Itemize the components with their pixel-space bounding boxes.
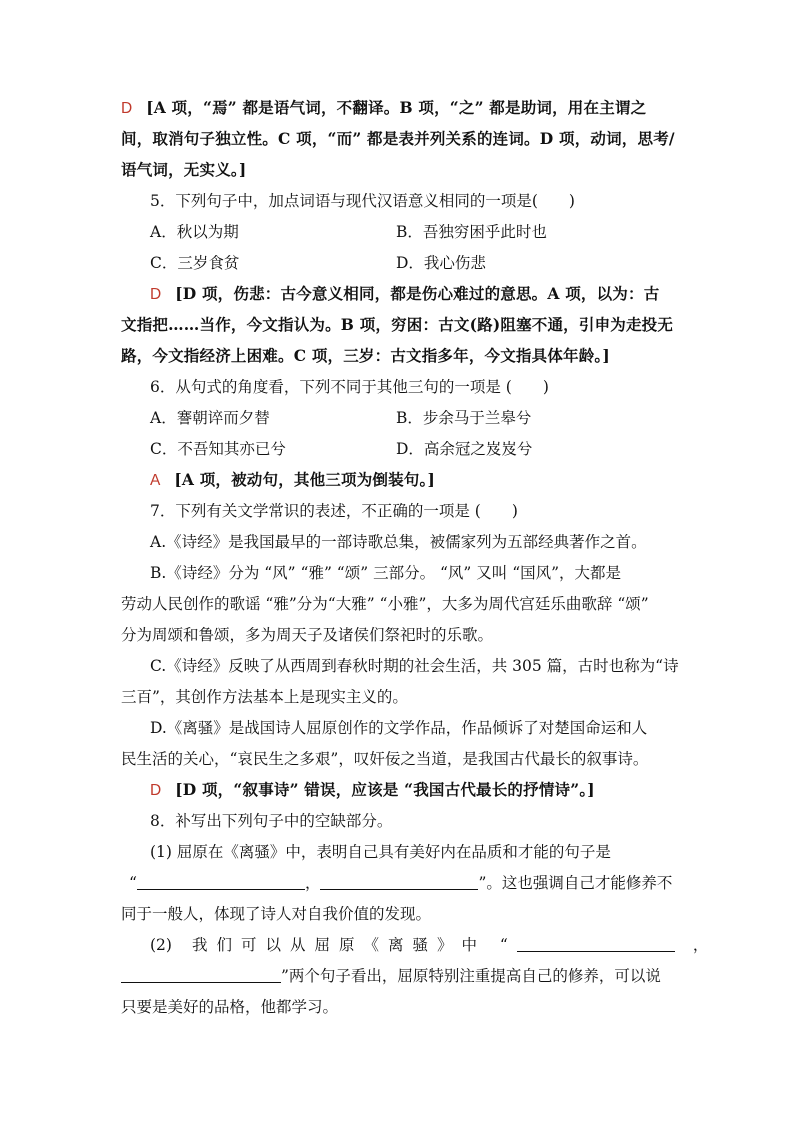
explanation-text: [D 项，伤悲：古今意义相同，都是伤心难过的意思。A 项，以为：古 <box>175 284 660 303</box>
explanation-text: 语气词，无实义。] <box>121 160 247 179</box>
sub-question-2: 只要是美好的品格，他都学习。 <box>121 998 339 1016</box>
explanation-text: [A 项，被动句，其他三项为倒装句。] <box>174 470 435 489</box>
option-d: D．我心伤悲 <box>396 254 486 272</box>
answer-letter: D <box>150 286 162 303</box>
answer-explanation-line <box>150 780 673 801</box>
statement-line: B.《诗经》分为 “风” “雅” “颂” 三部分。 “风” 又叫 “国风”，大都是 <box>150 564 622 582</box>
options-row <box>150 439 673 459</box>
statement-line: A.《诗经》是我国最早的一部诗歌总集，被儒家列为五部经典著作之首。 <box>150 533 647 551</box>
answer-explanation-line <box>150 470 673 491</box>
answer-letter: D <box>150 782 162 799</box>
statement-line: D.《离骚》是战国诗人屈原创作的文学作品，作品倾诉了对楚国命运和人 <box>150 719 648 737</box>
fill-in-blank[interactable] <box>320 875 478 890</box>
option-b: B．吾独穷困乎此时也 <box>396 223 547 241</box>
fill-in-blank[interactable] <box>121 968 281 983</box>
fill-in-blank[interactable] <box>137 875 305 890</box>
question-stem: 6．从句式的角度看，下列不同于其他三句的一项是 ( ) <box>150 378 549 396</box>
options-row <box>150 408 673 428</box>
statement-line: 民生活的关心，“哀民生之多艰”，叹奸佞之当道，是我国古代最长的叙事诗。 <box>121 750 649 768</box>
statement-line: 三百”，其创作方法基本上是现实主义的。 <box>121 688 408 706</box>
answer-explanation-line <box>150 284 673 305</box>
answer-letter: D <box>121 100 133 117</box>
explanation-text: 路，今文指经济上困难。C 项，三岁：古文指多年，今文指具体年龄。] <box>121 346 610 365</box>
explanation-text: [D 项，“叙事诗” 错误，应该是 “我国古代最长的抒情诗”。] <box>175 780 595 799</box>
explanation-text: 间，取消句子独立性。C 项，“而” 都是表并列关系的连词。D 项，动词，思考/ <box>121 129 675 148</box>
sub-question-1: (1) 屈原在《离骚》中，表明自己具有美好内在品质和才能的句子是 <box>150 843 611 861</box>
option-d: D．高余冠之岌岌兮 <box>396 440 533 458</box>
option-c: C．不吾知其亦已兮 <box>150 440 286 458</box>
option-c: C．三岁食贫 <box>150 254 240 272</box>
statement-line: 劳动人民创作的歌谣 “雅”分为“大雅” “小雅”，大多为周代宫廷乐曲歌辞 “颂” <box>121 595 649 613</box>
statement-line: 分为周颂和鲁颂，多为周天子及诸侯们祭祀时的乐歌。 <box>121 626 494 644</box>
explanation-text: [A 项，“焉” 都是语气词，不翻译。B 项，“之” 都是助词，用在主谓之 <box>146 98 647 117</box>
fill-in-blank[interactable] <box>517 937 675 952</box>
answer-explanation-line <box>121 98 673 119</box>
sub-question-1-blanks: “ ， ”。这也强调自己才能修养不 <box>129 874 673 892</box>
options-row <box>150 253 673 273</box>
option-a: A．謇朝谇而夕替 <box>150 409 270 427</box>
options-row <box>150 222 673 242</box>
explanation-text: 文指把……当作，今文指认为。B 项，穷困：古文(路)阻塞不通，引申为走投无 <box>121 315 674 334</box>
option-b: B．步余马于兰皋兮 <box>396 409 532 427</box>
answer-letter: A <box>150 472 161 489</box>
question-stem: 8．补写出下列句子中的空缺部分。 <box>150 812 393 830</box>
question-stem: 5．下列句子中，加点词语与现代汉语意义相同的一项是( ) <box>150 192 575 210</box>
sub-question-2: ”两个句子看出，屈原特别注重提高自己的修养，可以说 <box>121 966 673 986</box>
option-a: A．秋以为期 <box>150 223 239 241</box>
question-stem: 7．下列有关文学常识的表述，不正确的一项是 ( ) <box>150 502 518 520</box>
statement-line: C.《诗经》反映了从西周到春秋时期的社会生活，共 305 篇，古时也称为“诗 <box>150 657 679 675</box>
sub-question-2: (2) 我们可以从屈原《离骚》中 “ ， <box>150 936 709 954</box>
sub-question-1: 同于一般人，体现了诗人对自我价值的发现。 <box>121 905 432 923</box>
